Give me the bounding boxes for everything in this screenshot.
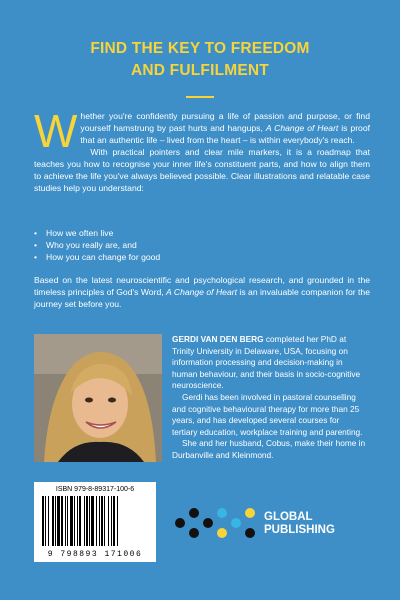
bio-paragraph-1 bbox=[172, 334, 366, 392]
barcode-bar bbox=[108, 496, 109, 546]
intro-paragraph-2: With practical pointers and clear mile markers, it is a roadmap that teaches you how to recognise your inner life's constituent parts, and how to align them to achieve the life you've always believed possible. Clear illustrations and relatable case studies help you understand: bbox=[34, 147, 370, 193]
barcode-bar bbox=[42, 496, 44, 546]
intro-paragraph-1 bbox=[34, 105, 370, 157]
bullet-item: • Who you really are, and bbox=[34, 239, 364, 251]
barcode-bars bbox=[42, 496, 148, 546]
bullet-list bbox=[34, 227, 364, 263]
barcode-bar bbox=[52, 496, 54, 546]
barcode-bar bbox=[70, 496, 73, 546]
heading-line-2: AND FULFILMENT bbox=[131, 62, 269, 79]
author-name: GERDI VAN DEN BERG bbox=[172, 334, 264, 344]
barcode-bar bbox=[111, 496, 112, 546]
barcode-bar bbox=[113, 496, 115, 546]
intro-text bbox=[34, 105, 370, 194]
barcode-bar bbox=[96, 496, 97, 546]
barcode-bar bbox=[91, 496, 94, 546]
isbn-label: ISBN 979-8-89317-100-6 bbox=[55, 486, 135, 493]
closing-text: Based on the latest neuroscientific and psychological research, and grounded in the timeless principles of God's Word, bbox=[34, 275, 370, 297]
heading-divider bbox=[186, 96, 214, 98]
barcode-bar bbox=[65, 496, 66, 546]
barcode-bar bbox=[101, 496, 103, 546]
barcode-bar bbox=[61, 496, 63, 546]
bullet-item: • How you can change for good bbox=[34, 251, 364, 263]
bio-paragraph-3: She and her husband, Cobus, make their home in Durbanville and Kleinmond. bbox=[172, 438, 366, 460]
drop-cap: W bbox=[34, 105, 78, 157]
book-title-ref: A Change of Heart bbox=[265, 123, 339, 133]
barcode-bar bbox=[45, 496, 46, 546]
barcode-bar bbox=[77, 496, 78, 546]
author-photo bbox=[34, 334, 162, 462]
barcode-bar bbox=[89, 496, 90, 546]
bio-paragraph-2: Gerdi has been involved in pastoral counselling and cognitive behavioural therapy for more than 25 years, and has developed several courses for tertiary education, workplace training and parenting. bbox=[172, 391, 363, 437]
barcode-bar bbox=[117, 496, 118, 546]
publisher-name bbox=[264, 511, 335, 537]
heading-line-1: FIND THE KEY TO FREEDOM bbox=[90, 40, 310, 57]
closing-tail: is an invaluable companion for the journey set before you. bbox=[34, 287, 370, 309]
barcode-bar bbox=[55, 496, 56, 546]
barcode-bar bbox=[84, 496, 85, 546]
barcode-bar bbox=[99, 496, 100, 546]
barcode-bar bbox=[57, 496, 60, 546]
barcode-bar bbox=[79, 496, 81, 546]
bullet-item: • How we often live bbox=[34, 227, 364, 239]
intro-p1-tail: is proof that an authentic life – lived from the heart – is within everybody's reach. bbox=[80, 123, 370, 145]
barcode-bar bbox=[74, 496, 75, 546]
publisher-line-1: GLOBAL bbox=[264, 511, 313, 523]
book-title-ref: A Change of Heart bbox=[166, 287, 237, 297]
barcode-bar bbox=[104, 496, 105, 546]
barcode-bar bbox=[86, 496, 88, 546]
publisher-logo-icon bbox=[174, 505, 258, 541]
bio-p1-text: completed her PhD at Trinity University in Delaware, USA, focusing on information processing and decision-making in human behaviour, and their basis in socio-cognitive neuroscience. bbox=[172, 334, 361, 391]
barcode-digits: 9 798893 171006 bbox=[47, 550, 143, 559]
barcode bbox=[34, 482, 156, 562]
barcode-bar bbox=[48, 496, 49, 546]
publisher-line-2: PUBLISHING bbox=[264, 524, 335, 536]
back-cover-heading bbox=[0, 38, 400, 82]
barcode-bar bbox=[67, 496, 68, 546]
author-bio bbox=[172, 334, 366, 462]
closing-paragraph bbox=[34, 274, 370, 310]
intro-p1-text: hether you're confidently pursuing a life of passion and purpose, or find yourself hamstrung by past hurts and hangups, bbox=[80, 111, 370, 133]
